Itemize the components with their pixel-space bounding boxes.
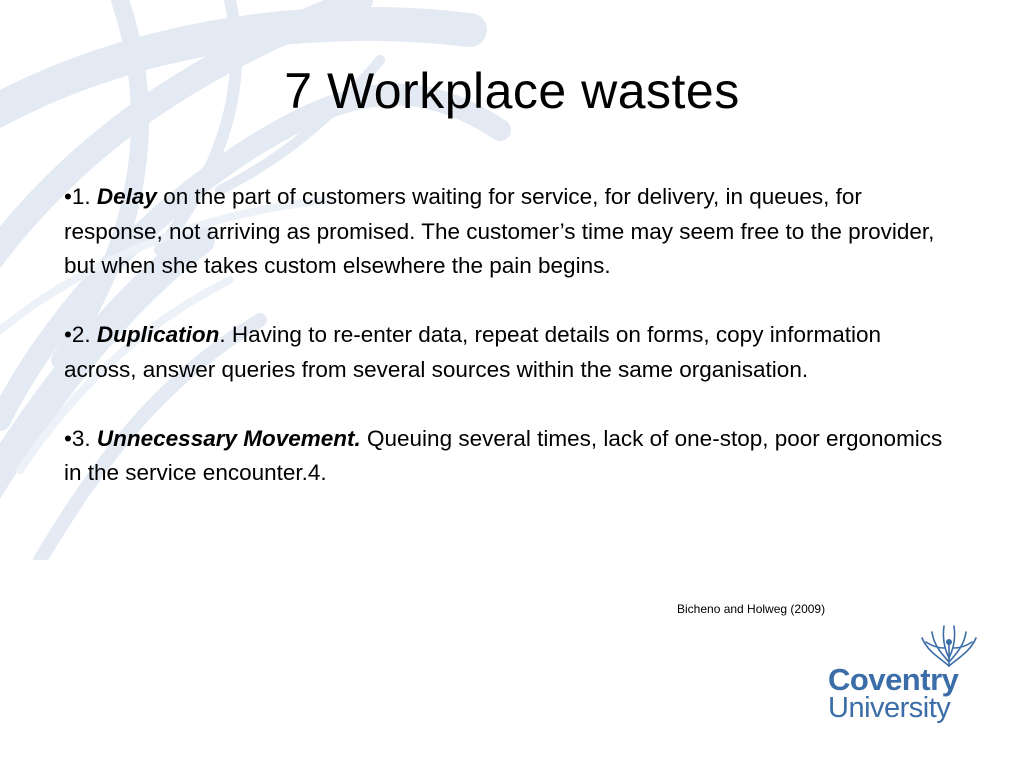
waste-description: . Having to re-enter data, repeat details on forms, copy information across, answer queries from several sources within the same organisation. xyxy=(64,322,881,382)
citation: Bicheno and Holweg (2009) xyxy=(677,602,826,616)
bullet-number: •3. xyxy=(64,425,97,451)
list-item xyxy=(64,318,944,387)
bullet-number: •2. xyxy=(64,322,97,347)
waste-term: Duplication xyxy=(96,322,220,347)
waste-term: Delay xyxy=(96,184,157,209)
bullet-number: •1. xyxy=(64,184,97,209)
logo-text-university: University xyxy=(828,692,951,724)
list-item xyxy=(64,180,944,284)
list-item xyxy=(64,422,944,491)
coventry-university-logo xyxy=(828,622,978,732)
waste-description: Queuing several times, lack of one-stop, poor ergonomics in the service encounter.4. xyxy=(64,425,943,485)
slide-title: 7 Workplace wastes xyxy=(284,63,740,119)
logo-text-coventry: Coventry xyxy=(828,662,959,697)
waste-term: Unnecessary Movement. xyxy=(96,425,361,451)
waste-description: on the part of customers waiting for service, for delivery, in queues, for response, not arriving as promised. The customer’s time may seem free to the provider, but when she takes custom elsewhere the pain begins. xyxy=(64,184,935,278)
slide-body xyxy=(64,180,944,525)
